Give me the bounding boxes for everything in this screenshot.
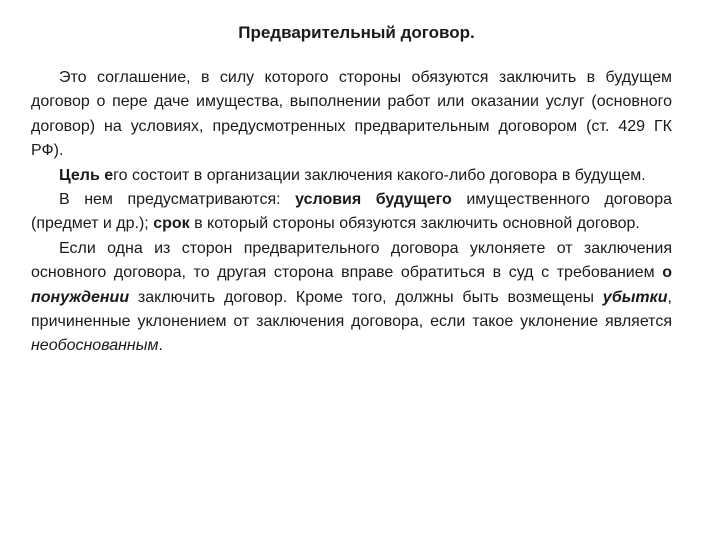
compulsion-term: понуждении (31, 288, 130, 306)
purpose-label: Цель е (59, 166, 114, 184)
evasion-text-2: заключить договор. Кроме того, должны быть возмещены (129, 288, 603, 306)
evasion-text-4: . (158, 337, 163, 355)
compulsion-preposition: о (662, 264, 672, 282)
definition-text: Это соглашение, в силу которого стороны обязуются заключить в будущем договор о пере даче имущества, выполнении работ или оказании услуг (основного договор) на условиях, предусмотренных предварительным договором (ст. 429 ГК РФ). (31, 69, 672, 160)
deadline-term: срок (153, 215, 190, 233)
purpose-text: го состоит в организации заключения какого-либо договора в будущем. (113, 166, 646, 184)
definition-paragraph (31, 66, 672, 164)
contents-text-2: имущественного договора (предмет и др.); (31, 191, 673, 233)
purpose-paragraph (31, 164, 672, 188)
evasion-text-3: , причиненные уклонением от заключения договора, если такое уклонение является (31, 288, 672, 331)
evasion-text-1: Если одна из сторон предварительного договора уклоняете от заключения основного договора, то другая сторона вправе обратиться в суд с требованием (31, 239, 672, 282)
slide-title: Предварительный договор. (238, 23, 475, 42)
future-conditions-term: условия будущего (295, 191, 452, 209)
contents-paragraph (31, 188, 672, 237)
contents-text-1: В нем предусматриваются: (59, 191, 296, 209)
contents-text-3: в который стороны обязуются заключить основной договор. (189, 215, 640, 233)
damages-term: убытки (602, 288, 668, 306)
unjustified-term: необоснованным (31, 337, 159, 355)
evasion-paragraph (31, 237, 672, 359)
